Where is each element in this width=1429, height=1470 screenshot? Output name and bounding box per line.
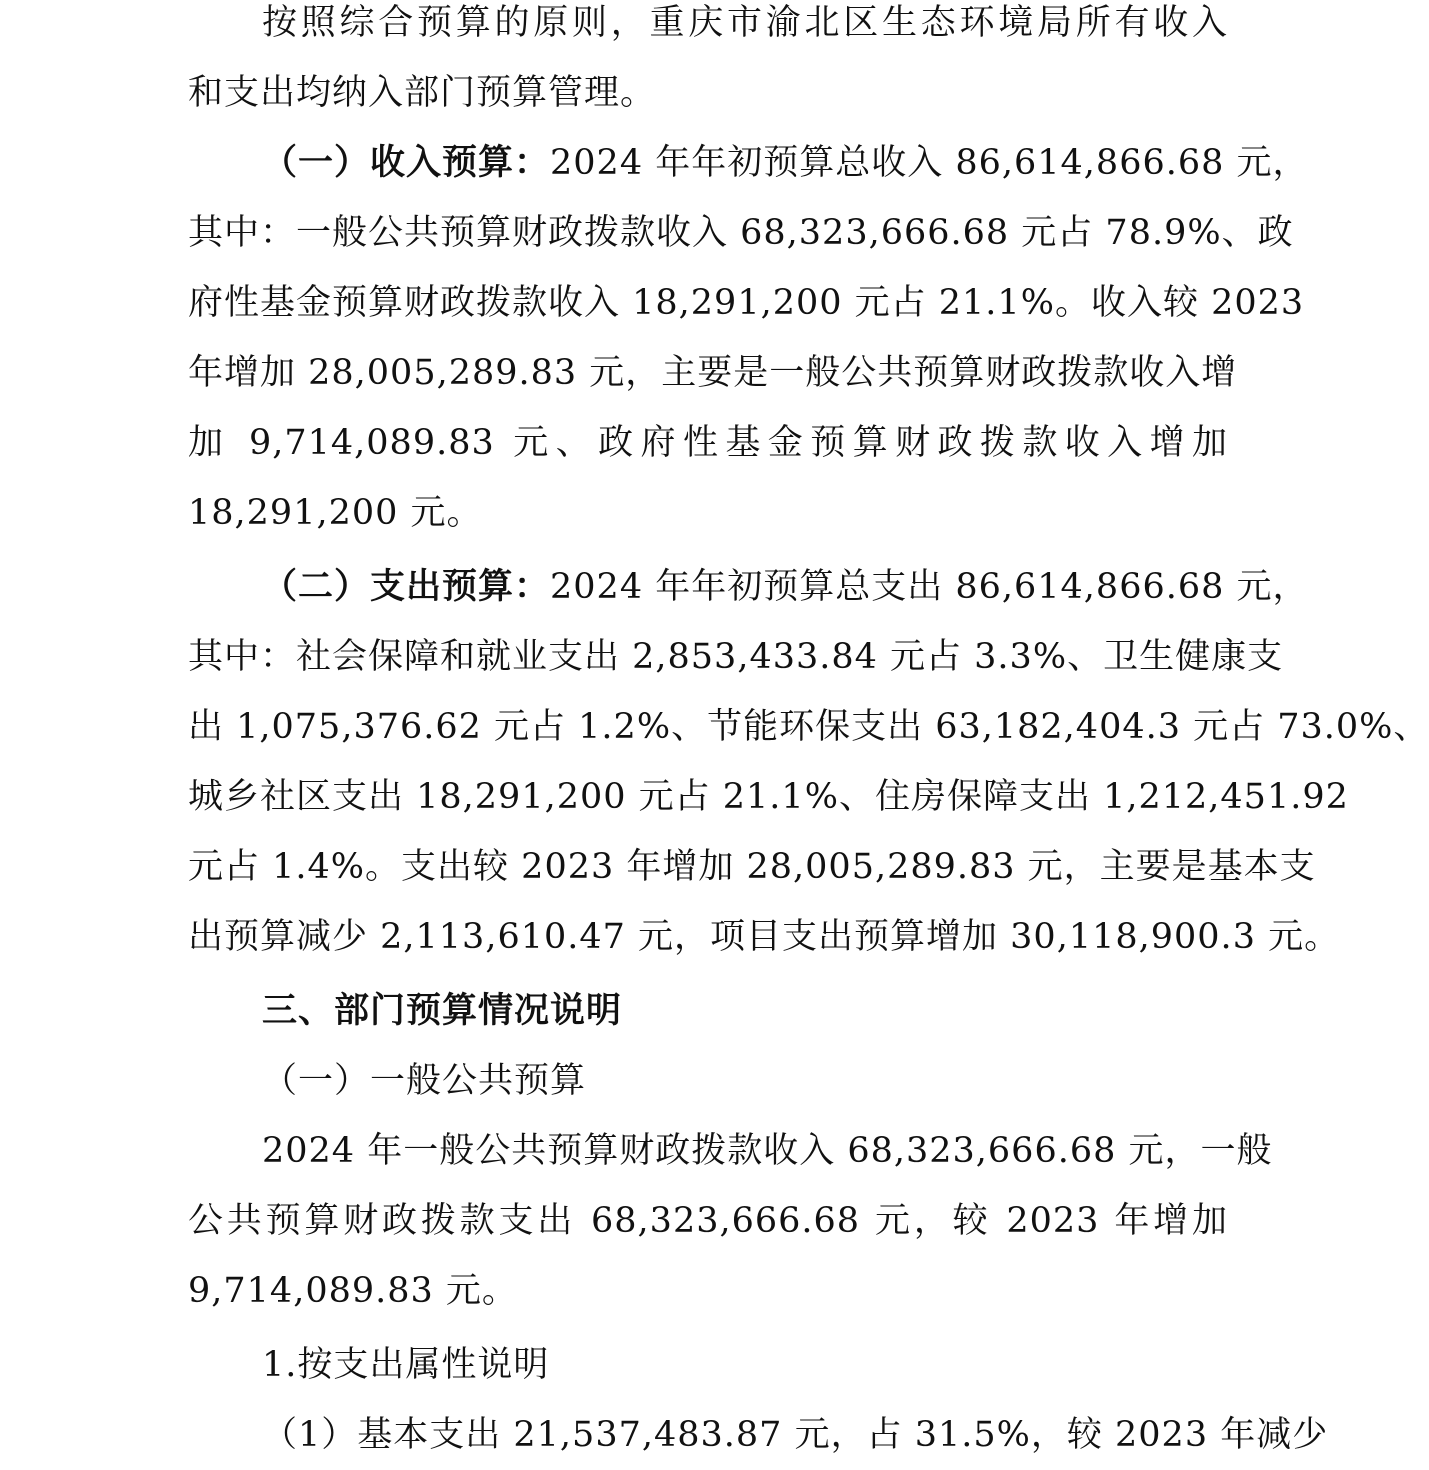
income-budget-line-2: 其中：一般公共预算财政拨款收入 68,323,666.68 元占 78.9%、政	[188, 213, 1294, 253]
income-budget-line-6: 18,291,200 元。	[188, 493, 483, 533]
expense-budget-line-4: 城乡社区支出 18,291,200 元占 21.1%、住房保障支出 1,212,451.92	[188, 777, 1349, 817]
general-budget-line-2: 公共预算财政拨款支出 68,323,666.68 元，较 2023 年增加	[188, 1201, 1228, 1241]
income-budget-text: 2024 年年初预算总收入 86,614,866.68 元，	[550, 143, 1309, 183]
expense-budget-line-1	[262, 552, 1309, 622]
basic-expense-line-1: （1）基本支出 21,537,483.87 元，占 31.5%，较 2023 年减少	[262, 1415, 1329, 1455]
income-budget-line-1	[262, 128, 1309, 198]
income-budget-line-3: 府性基金预算财政拨款收入 18,291,200 元占 21.1%。收入较 2023	[188, 283, 1305, 323]
section-heading-dept-budget: 三、部门预算情况说明	[262, 990, 623, 1031]
expense-attribute-heading: 1.按支出属性说明	[262, 1345, 550, 1385]
expense-budget-line-3: 出 1,075,376.62 元占 1.2%、节能环保支出 63,182,404.3 元占 73.0%、	[188, 707, 1429, 747]
general-budget-line-3: 9,714,089.83 元。	[188, 1271, 518, 1311]
expense-budget-text: 2024 年年初预算总支出 86,614,866.68 元，	[550, 567, 1309, 607]
expense-budget-heading: （二）支出预算：	[262, 566, 551, 607]
expense-budget-line-2: 其中：社会保障和就业支出 2,853,433.84 元占 3.3%、卫生健康支	[188, 637, 1284, 677]
expense-budget-line-5: 元占 1.4%。支出较 2023 年增加 28,005,289.83 元，主要是基本支	[188, 847, 1316, 887]
expense-budget-line-6: 出预算减少 2,113,610.47 元，项目支出预算增加 30,118,900.3 元。	[188, 917, 1341, 957]
paragraph-intro-line-1: 按照综合预算的原则，重庆市渝北区生态环境局所有收入	[262, 3, 1228, 43]
subsection-heading-general-public-budget: （一）一般公共预算	[262, 1061, 587, 1101]
general-budget-line-1: 2024 年一般公共预算财政拨款收入 68,323,666.68 元，一般	[262, 1131, 1273, 1171]
paragraph-intro-line-2: 和支出均纳入部门预算管理。	[188, 73, 657, 113]
income-budget-heading: （一）收入预算：	[262, 142, 551, 183]
income-budget-line-4: 年增加 28,005,289.83 元，主要是一般公共预算财政拨款收入增	[188, 353, 1238, 393]
income-budget-line-5: 加 9,714,089.83 元、政府性基金预算财政拨款收入增加	[188, 423, 1228, 463]
